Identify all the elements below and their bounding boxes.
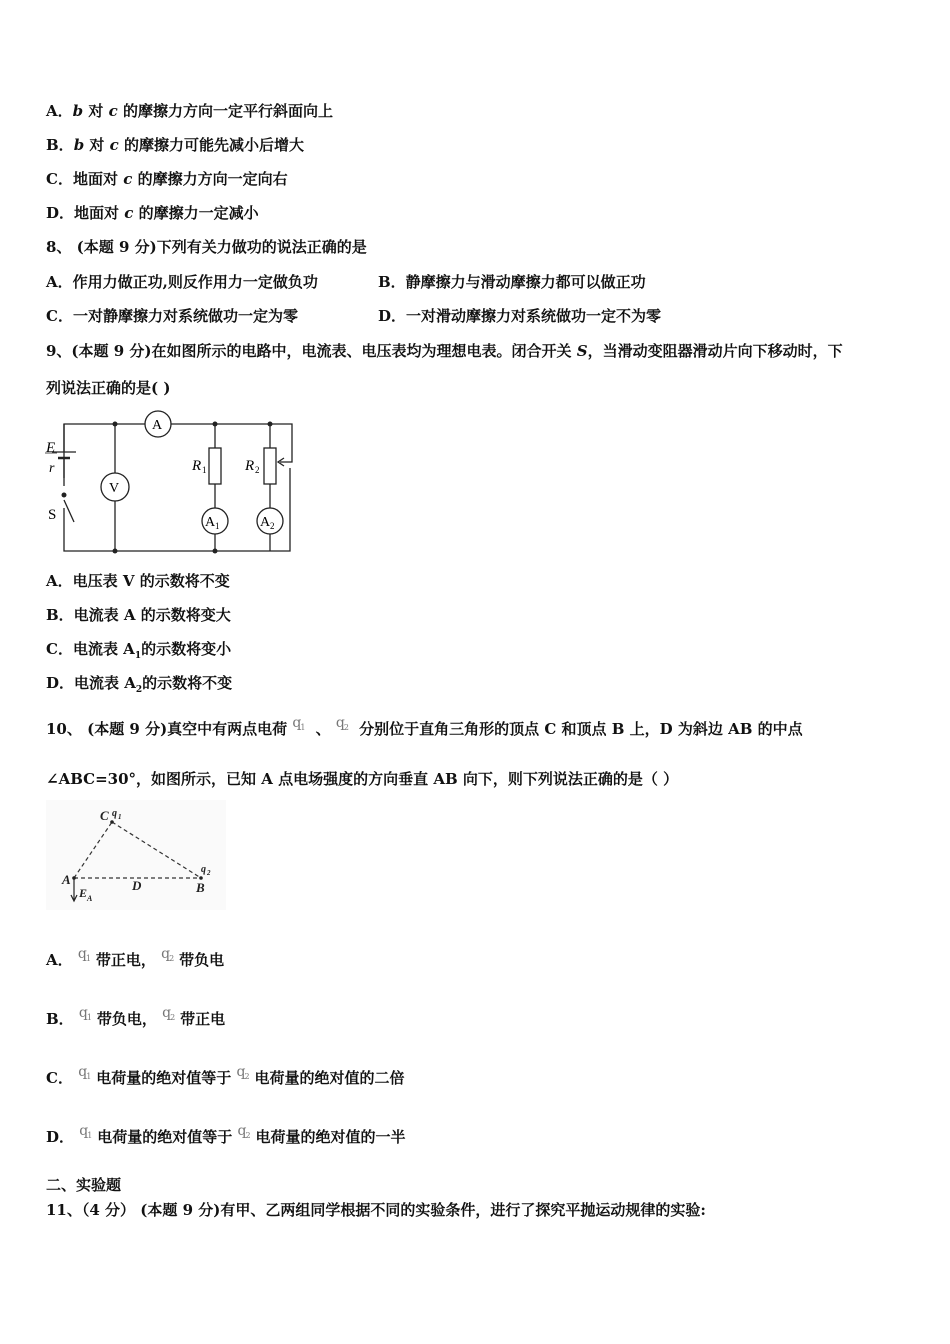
circuit-diagram [40, 408, 310, 560]
ammeter-a2 [257, 508, 283, 534]
svg-text:1: 1 [202, 465, 207, 475]
label-s: S [48, 507, 57, 523]
svg-text:A: A [87, 894, 93, 903]
q9-stem-line2: 列说法正确的是( ) [46, 379, 171, 397]
q11-stem: 11、（4 分） (本题 9 分)有甲、乙两组同学根据不同的实验条件，进行了探究平抛运动规律的实验: [46, 1201, 706, 1219]
q9-option-d: D．电流表 $A_2$的示数将不变 [46, 674, 233, 695]
label-r: r [49, 461, 55, 476]
q9-option-c: C．电流表 $A_1$的示数将变小 [46, 640, 232, 661]
q1-symbol: q 1 [78, 1005, 93, 1022]
ammeter-a1 [202, 508, 228, 534]
q7-option-c: C．地面对 c 的摩擦力方向一定向右 [46, 170, 288, 188]
q9-stem-line1: 9、(本题 9 分)在如图所示的电路中，电流表、电压表均为理想电表。闭合开关 S，当滑动变阻器滑动片向下移动时，下 [46, 342, 843, 360]
label-c: C [100, 808, 109, 823]
q10-stem-line2: ∠ABC=30°，如图所示，已知 A 点电场强度的方向垂直 AB 向下，则下列说法正确的是（ ） [46, 770, 679, 788]
voltmeter-v [101, 473, 129, 501]
label-b: B [196, 880, 205, 895]
label-ea: E [79, 886, 88, 900]
label-e: E [46, 440, 56, 456]
q1-symbol: q 1 [79, 1123, 93, 1140]
svg-text:A: A [205, 515, 216, 530]
q1-symbol: q 1 [292, 715, 306, 732]
ammeter-a [145, 411, 171, 437]
q2-symbol: q 2 [237, 1123, 251, 1140]
label-r1: R [192, 458, 202, 474]
q1-symbol: q 1 [77, 946, 91, 963]
q7-option-a: A．b 对 c 的摩擦力方向一定平行斜面向上 [46, 102, 334, 120]
q2-symbol: q 2 [236, 1064, 250, 1081]
section-heading: 二、实验题 [46, 1176, 122, 1194]
q9-option-b: B．电流表 A 的示数将变大 [46, 606, 231, 624]
q8-option-d: D．一对滑动摩擦力对系统做功一定不为零 [378, 307, 662, 325]
q10-stem-line1: 10、 (本题 9 分)真空中有两点电荷 q 1 、 q 2 分别位于直角三角形的顶点 C 和顶点 B 上，D 为斜边 AB 的中点 [46, 715, 803, 738]
svg-text:A: A [260, 515, 271, 530]
svg-text:2: 2 [255, 465, 260, 475]
q10-option-c: C． q 1 电荷量的绝对值等于 q 2 电荷量的绝对值的二倍 [46, 1064, 405, 1087]
q1-symbol: q 1 [78, 1064, 92, 1081]
label-d: D [132, 878, 142, 893]
svg-text:A: A [152, 418, 163, 433]
svg-text:q: q [112, 808, 117, 819]
triangle-diagram [46, 800, 226, 910]
q2-symbol: q 2 [161, 946, 175, 963]
label-a: A [62, 872, 71, 887]
svg-text:2: 2 [270, 521, 275, 531]
q8-stem: 8、 (本题 9 分)下列有关力做功的说法正确的是 [46, 238, 367, 256]
q8-option-c: C．一对静摩擦力对系统做功一定为零 [46, 307, 298, 325]
q10-option-b: B． q 1 带负电， q 2 带正电 [46, 1005, 226, 1028]
svg-text:2: 2 [207, 869, 211, 877]
q2-symbol: q 2 [162, 1005, 176, 1022]
svg-text:V: V [109, 481, 120, 496]
svg-text:1: 1 [215, 521, 220, 531]
q8-option-a: A．作用力做正功,则反作用力一定做负功 [46, 273, 318, 291]
q9-option-a: A．电压表 V 的示数将不变 [46, 572, 230, 590]
q7-option-b: B．b 对 c 的摩擦力可能先减小后增大 [46, 136, 305, 154]
q2-symbol: q 2 [335, 715, 349, 732]
q10-option-d: D． q 1 电荷量的绝对值等于 q 2 电荷量的绝对值的一半 [46, 1123, 406, 1146]
label-r2: R [245, 458, 255, 474]
q8-option-b: B．静摩擦力与滑动摩擦力都可以做正功 [378, 273, 646, 291]
svg-text:1: 1 [118, 813, 122, 821]
q7-option-d: D．地面对 c 的摩擦力一定减小 [46, 204, 259, 222]
q10-option-a: A． q 1 带正电， q 2 带负电 [46, 946, 225, 969]
svg-text:q: q [201, 864, 206, 875]
